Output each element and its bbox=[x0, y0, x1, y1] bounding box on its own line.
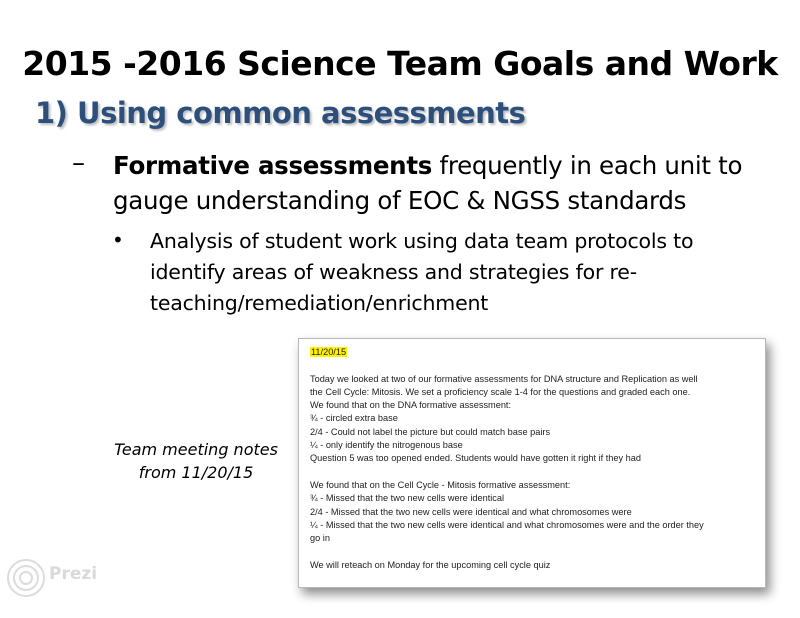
notes-gap bbox=[310, 359, 755, 372]
notes-line: Today we looked at two of our formative assessments for DNA structure and Replication as well bbox=[310, 373, 698, 384]
notes-line: Question 5 was too opened ended. Students would have gotten it right if they had bbox=[310, 453, 641, 464]
notes-gap bbox=[310, 545, 755, 558]
notes-line: 2/4 - Could not label the picture but could match base pairs bbox=[310, 426, 551, 437]
notes-line: We will reteach on Monday for the upcoming cell cycle quiz bbox=[310, 559, 551, 570]
slide-title: 2015 -2016 Science Team Goals and Work bbox=[22, 44, 778, 83]
main-point-text: frequently in each unit to gauge understanding of EOC & NGSS standards bbox=[113, 151, 743, 215]
meeting-notes-screenshot bbox=[298, 338, 766, 588]
section-heading: 1) Using common assessments bbox=[35, 96, 526, 130]
prezi-watermark: Prezi bbox=[49, 564, 98, 584]
notes-line: go in bbox=[310, 533, 330, 544]
main-point bbox=[113, 148, 773, 218]
notes-line: We found that on the DNA formative assessment: bbox=[310, 400, 512, 411]
notes-line: ¾ - Missed that the two new cells were identical bbox=[310, 493, 505, 504]
notes-gap bbox=[310, 466, 755, 479]
dot-bullet: • bbox=[112, 228, 124, 252]
notes-line: We found that on the Cell Cycle - Mitosis formative assessment: bbox=[310, 479, 571, 490]
dash-bullet: – bbox=[72, 148, 85, 178]
notes-date: 11/20/15 bbox=[311, 347, 347, 357]
sub-point: Analysis of student work using data team protocols to identify areas of weakness and strategies for re-teaching/remediation/enrichment bbox=[150, 229, 694, 315]
notes-caption bbox=[106, 438, 286, 484]
caption-line-2: from 11/20/15 bbox=[138, 463, 254, 482]
notes-line: ¾ - circled extra base bbox=[310, 413, 398, 424]
caption-line-1: Team meeting notes bbox=[114, 440, 278, 459]
notes-line: ¼ - Missed that the two new cells were identical and what chromosomes were and the order they bbox=[310, 519, 704, 530]
notes-date-line bbox=[310, 346, 755, 359]
main-point-bold: Formative assessments bbox=[113, 151, 433, 180]
notes-line: the Cell Cycle: Mitosis. We set a proficiency scale 1-4 for the questions and graded each one. bbox=[310, 386, 691, 397]
notes-line: ¼ - only identify the nitrogenous base bbox=[310, 440, 463, 451]
notes-line: 2/4 - Missed that the two new cells were identical and what chromosomes were bbox=[310, 506, 632, 517]
